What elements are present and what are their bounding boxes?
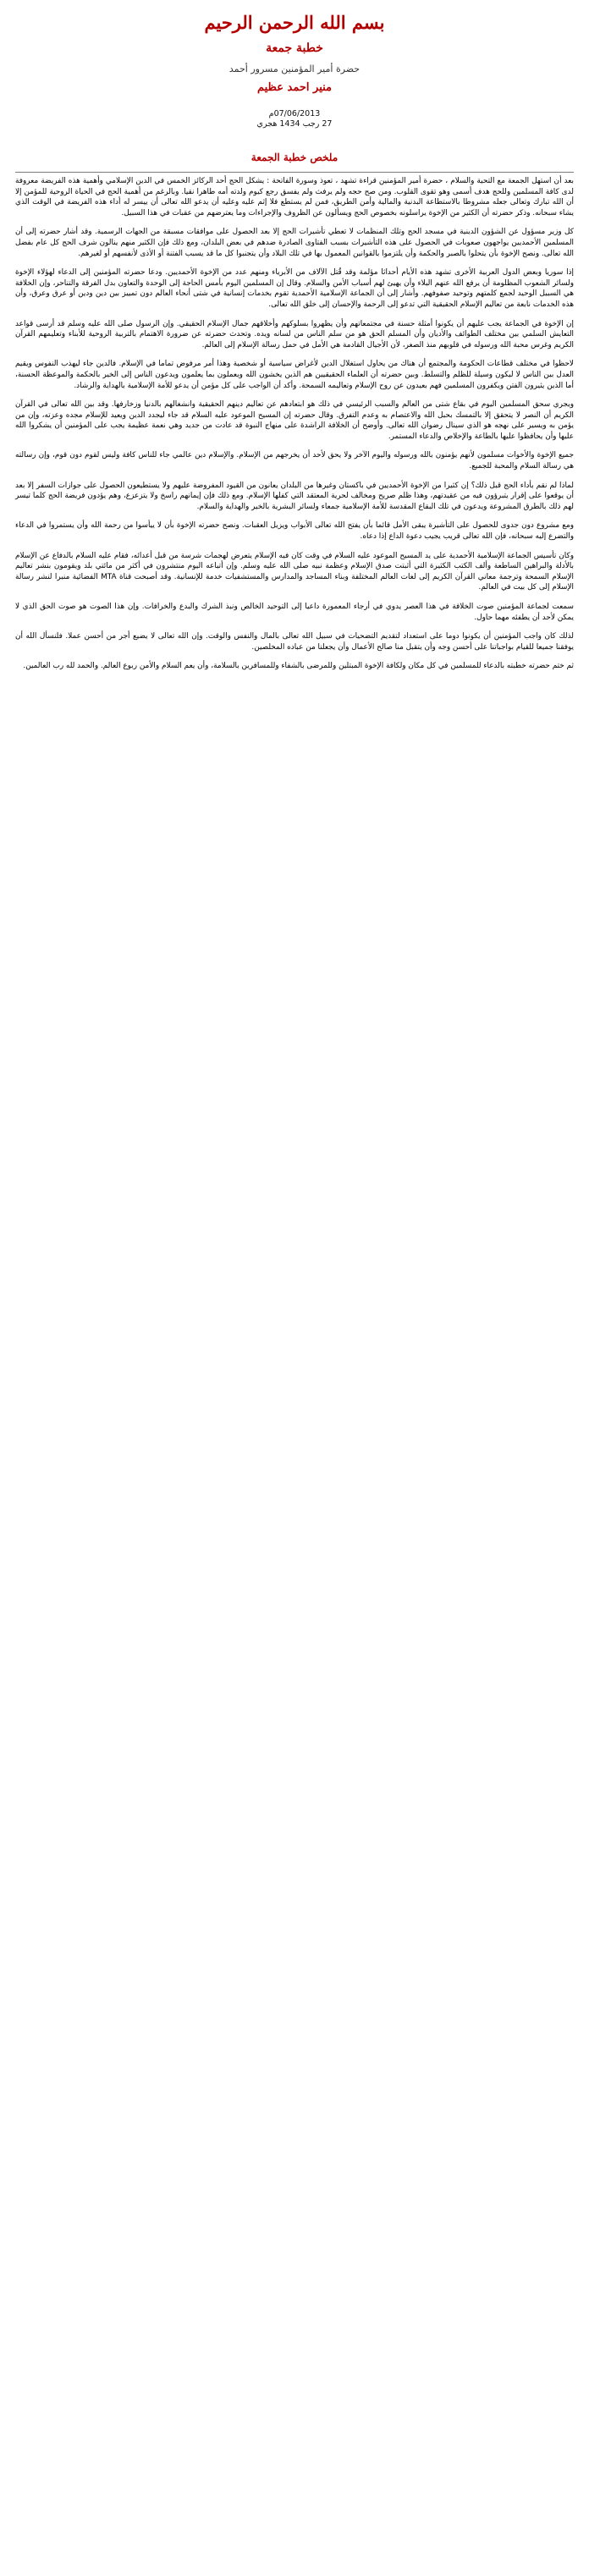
summary-paragraph: لذلك كان واجب المؤمنين أن يكونوا دوما على استعداد لتقديم التضحيات في سبيل الله تعالى بالمال والنفس والوقت. وإن الله تعالى لا يضيع أجر من أحسن عملا. فلنسأل الله أن يوفقنا جميعا للقيام بواجباتنا على أحسن وجه وأن يتقبل منا صالح الأعمال وأن يجعلنا من عباده المخلصين. [15, 632, 574, 652]
date-gregorian: 07/06/2013م [268, 109, 321, 118]
summary-paragraph: لماذا لم نقم بأداء الحج قبل ذلك؟ إن كثيرا من الإخوة الأحمديين في باكستان وغيرها من البلدان يعانون من القيود المفروضة عليهم ولا يستطيعون الحصول على جوازات السفر إلا بعد أن يوقعوا على إقرار يتبرؤون فيه من عقيدتهم، وهذا ظلم صريح ومخالف لحرية المعتقد التي كفلها الإسلام. ومع ذلك فإن إيمانهم راسخ ولا يتزعزع، وهم يؤدون فريضة الحج كلما تيسر لهم ذلك بالطرق المشروعة ويدعون في تلك البقاع المقدسة للأمة الإسلامية جمعاء ولسائر البشرية بالخير والهداية والسلام. [15, 481, 574, 511]
sermon-type-label: خطبة جمعة [266, 41, 323, 55]
summary-title: ملخص خطبة الجمعة [250, 151, 339, 163]
summary-paragraph: إذا سوريا وبعض الدول العربية الأخرى تشهد هذه الأيام أحداثا مؤلمة وقد قُتل الآلاف من الأبرياء ومنهم عدد من الإخوة الأحمديين. ودعا حضرته المؤمنين إلى الدعاء لهؤلاء الإخوة ولسائر الشعوب المظلومة أن يرفع الله عنهم البلاء وأن يهيئ لهم أسباب الأمن والسلام. وقال إن المسلمين اليوم بأمس الحاجة إلى الوحدة والتعاون بدل الفرقة والتناحر، وإن الخلافة هي السبيل الوحيد لجمع كلمتهم وتوحيد صفوفهم. وأشار إلى أن الجماعة الإسلامية الأحمدية تقوم بخدمات إنسانية في شتى أنحاء العالم دون تمييز بين دين ودين أو عرق وعرق، وأن هذه الخدمات نابعة من تعاليم الإسلام الحقيقية التي تدعو إلى الرحمة والإحسان إلى خلق الله تعالى. [15, 268, 574, 309]
speaker-name: منير احمد عظيم [256, 81, 333, 94]
date-hijri: 27 رجب 1434 هجري [256, 119, 333, 129]
summary-paragraph: جميع الإخوة والأخوات مسلمون لأنهم يؤمنون بالله ورسوله واليوم الآخر ولا يحق لأحد أن يخرجهم من الإسلام. والإسلام دين عالمي جاء للناس كافة وليس لقوم دون قوم، وإن رسالته هي رسالة السلام والمحبة للجميع. [15, 451, 574, 471]
summary-paragraph: وكان تأسيس الجماعة الإسلامية الأحمدية على يد المسيح الموعود عليه السلام في وقت كان فيه الإسلام يتعرض لهجمات شرسة من قبل أعدائه، فقام عليه السلام بالدفاع عن الإسلام بالأدلة والبراهين الساطعة وألف الكتب الكثيرة التي أثبتت صدق الإسلام وعظمة نبيه صلى الله عليه وسلم. وإن أتباعه اليوم منتشرون في أكثر من مائتي بلد ويقومون بنشر تعاليم الإسلام السمحة وترجمة معاني القرآن الكريم إلى لغات العالم المختلفة وبناء المساجد والمدارس والمستشفيات خدمة للإنسانية. وقد أصبحت قناة MTA الفضائية منبرا لنشر رسالة الإسلام إلى كل بيت في العالم. [15, 551, 574, 592]
summary-paragraph: إن الإخوة في الجماعة يجب عليهم أن يكونوا أمثلة حسنة في مجتمعاتهم وأن يظهروا بسلوكهم وأخلاقهم جمال الإسلام الحقيقي. وإن الرسول صلى الله عليه وسلم قد أرسى قواعد التعايش السلمي بين مختلف الطوائف والأديان وأن المسلم الحق هو من سلم الناس من لسانه ويده. وتحدث حضرته عن ضرورة الاهتمام بالتربية الروحية للأبناء وتعليمهم القرآن الكريم وغرس محبة الله ورسوله في قلوبهم منذ الصغر، لأن الأجيال القادمة هي الأمل في حمل رسالة الإسلام إلى العالم. [15, 319, 574, 350]
header-divider [15, 172, 574, 173]
presence-line: حضرة أمير المؤمنين مسرور أحمد [228, 63, 361, 74]
basmala-heading: بسم الله الرحمن الرحيم [204, 12, 385, 33]
summary-paragraph: كل وزير مسؤول عن الشؤون الدينية في مسجد الحج وتلك المنظمات لا تعطي تأشيرات الحج إلا بعد الحصول على موافقات مسبقة من الجهات الرسمية. وقد أشار حضرته إلى أن المسلمين الأحمديين يواجهون صعوبات في الحصول على هذه التأشيرات بسبب الفتاوى الصادرة ضدهم في بعض البلدان، ومع ذلك فإن الكثير منهم ينالون شرف الحج كل عام بفضل الله تعالى. ونصح الإخوة بأن يتحلوا بالصبر والحكمة وأن يلتزموا بالقوانين المعمول بها في تلك البلاد وأن يتجنبوا كل ما قد يسبب الفتنة أو الأذى لأنفسهم أو لغيرهم. [15, 228, 574, 258]
summary-paragraph: لاحظوا في مختلف قطاعات الحكومة والمجتمع أن هناك من يحاول استغلال الدين لأغراض سياسية أو شخصية وهذا أمر مرفوض تماما في الإسلام. فالدين جاء ليهذب النفوس ويقيم العدل بين الناس لا ليكون وسيلة للظلم والتسلط. وبين حضرته أن العلماء الحقيقيين هم الذين يخشون الله ويعملون بما يعلمون ويدعون الناس إلى الخير بالحكمة والموعظة الحسنة، أما الذين يثيرون الفتن ويكفرون المسلمين فهم بعيدون عن روح الإسلام وتعاليمه السمحة. وأكد أن الواجب على كل مؤمن أن يدعو للأمة الإسلامية بالهداية والرشاد. [15, 360, 574, 390]
summary-paragraph: ومع مشروع دون جدوى للحصول على التأشيرة يبقى الأمل قائما بأن يفتح الله تعالى الأبواب ويزيل العقبات. ونصح حضرته الإخوة بأن لا ييأسوا من رحمة الله وأن يستمروا في الدعاء والتضرع إليه سبحانه، فإن الله تعالى قريب يجيب دعوة الداع إذا دعاه. [15, 521, 574, 542]
summary-paragraph: بعد أن استهل الجمعة مع التحية والسلام ، حضرة أمير المؤمنين قراءة تشهد ، تعوذ وسورة الفاتحة : يشكل الحج أحد الركائز الخمس في الدين الإسلامي وأهمية هذه الفريضة معروفة لدى كافة المسلمين وللحج هدف أسمى وهو تقوى القلوب. ومن صح حجه ولم يرفث ولم يفسق رجع كيوم ولدته أمه طاهرا نقيا. وبالرغم من أهمية الحج في الحياة الروحية للمؤمن إلا أن الله تبارك وتعالى جعله مشروطا بالاستطاعة البدنية والمالية وأمن الطريق، فمن لم يستطع فلا إثم عليه وعليه أن يدعو الله تعالى أن ييسر له أداء هذه الفريضة في الوقت الذي يشاء سبحانه. وذكر حضرته أن الكثير من الإخوة يراسلونه بخصوص الحج ويسألون عن الظروف والإجراءات وما يعترضهم من عقبات في هذا السبيل. [15, 177, 574, 217]
summary-paragraph: ويجري سحق المسلمين اليوم في بقاع شتى من العالم والسبب الرئيسي في ذلك هو ابتعادهم عن تعاليم دينهم الحقيقية وانشغالهم بالدنيا وزخارفها. وقد بين الله تعالى في القرآن الكريم أن النصر لا يتحقق إلا بالتمسك بحبل الله والاعتصام به وعدم التفرق. وقال حضرته إن المسيح الموعود عليه السلام قد جاء ليجدد الدين ويعيد للإسلام مجده وعزته، وإن من يؤمن به ويسير على نهجه هو الذي سينال رضوان الله تعالى. وأوضح أن الخلافة الراشدة على منهاج النبوة قد عادت من جديد وهي نعمة عظيمة يجب على المؤمنين أن يشكروا الله عليها وأن يحافظوا عليها بالطاعة والإخلاص والدعاء المستمر. [15, 400, 574, 441]
summary-body [15, 176, 574, 672]
sermon-header [15, 12, 574, 163]
summary-paragraph: ثم ختم حضرته خطبته بالدعاء للمسلمين في كل مكان ولكافة الإخوة المبتلين وللمرضى بالشفاء وللمسافرين بالسلامة، وأن يعم السلام والأمن ربوع العالم. والحمد لله رب العالمين. [23, 662, 574, 671]
summary-paragraph: سمعت لجماعة المؤمنين صوت الخلافة في هذا العصر يدوي في أرجاء المعمورة داعيا إلى التوحيد الخالص ونبذ الشرك والبدع والخرافات. وإن هذا الصوت هو صوت الحق الذي لا يمكن لأحد أن يطفئه مهما حاول. [15, 603, 574, 622]
